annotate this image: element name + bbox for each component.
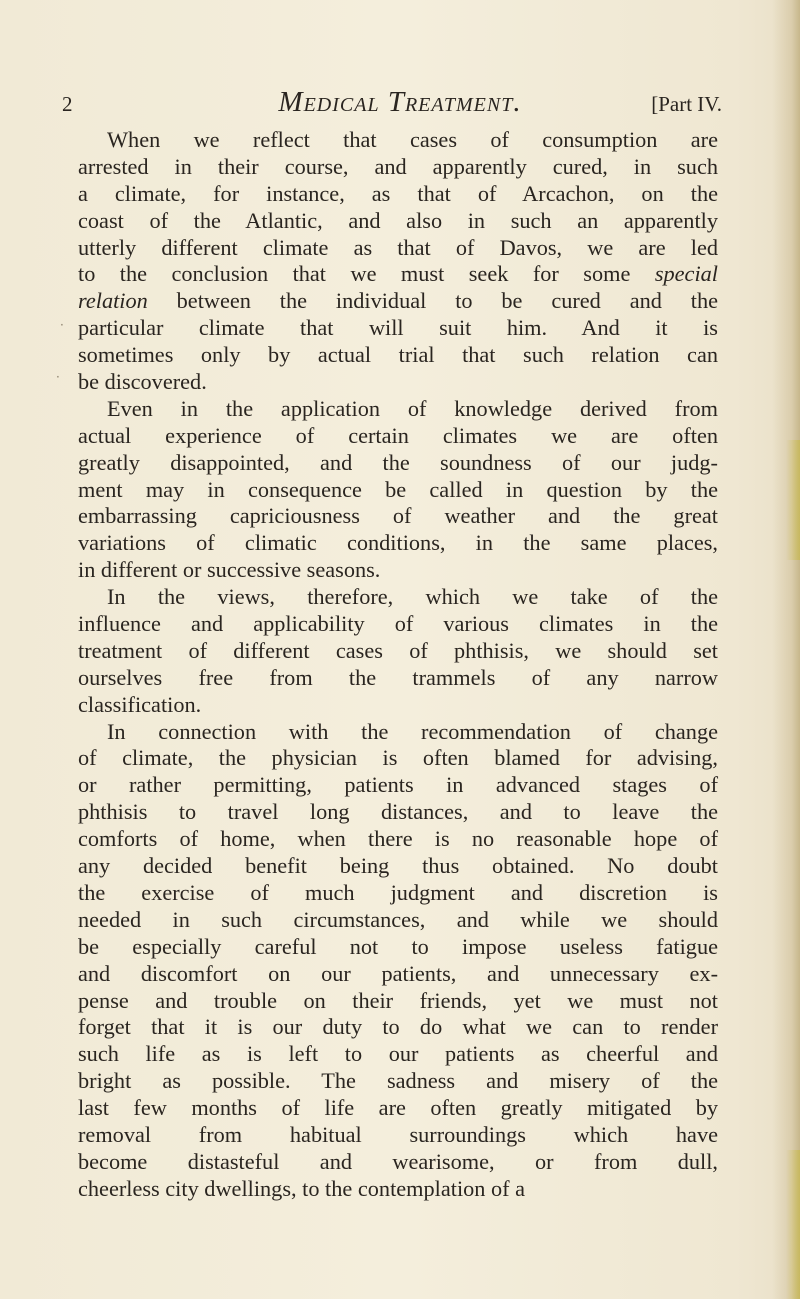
text-line: particular climate that will suit him. And it is [78,315,718,341]
text-line: comforts of home, when there is no reasonable hope of [78,826,718,852]
text-line: treatment of different cases of phthisis, we should set [78,637,718,663]
text-line: actual experience of certain climates we are often [78,422,718,448]
text-line: in different or successive seasons. [78,557,381,583]
text-line: phthisis to travel long distances, and to leave the [78,799,718,825]
text-line: bright as possible. The sadness and misery of the [78,1068,718,1094]
running-title: Medical Treatment. [278,86,522,118]
text-line: influence and applicability of various climates in the [78,611,718,637]
text-line: In the views, therefore, which we take of the [107,584,718,610]
text-line: needed in such circumstances, and while we should [78,906,718,932]
text-line: When we reflect that cases of consumption are [107,127,718,152]
text-line: cheerless city dwellings, to the contemplation of a [78,1175,526,1201]
page-edge-shadow [772,0,800,1299]
text-line: become distasteful and wearisome, or from dull, [78,1148,718,1174]
text-line: Even in the application of knowledge derived from [107,395,718,421]
text-line: to the conclusion that we must seek for some special [78,261,718,287]
margin-mark: · [56,370,60,384]
text-line: such life as is left to our patients as cheerful and [78,1041,718,1067]
page-edge-stain [786,1150,800,1299]
emphasis: relation [78,288,148,314]
text-line: utterly different climate as that of Davos, we are led [78,234,718,260]
part-label: [Part IV. [651,92,722,116]
margin-mark: · [60,318,64,332]
text-line: ourselves free from the trammels of any narrow [78,664,718,690]
text-line: coast of the Atlantic, and also in such an apparently [78,207,718,233]
text-line: classification. [78,691,202,717]
text-line: sometimes only by actual trial that such relation can [78,342,718,368]
text-line: relation between the individual to be cured and the [78,288,718,314]
text-line: pense and trouble on their friends, yet we must not [78,987,718,1013]
page-number: 2 [62,92,73,116]
text-line: greatly disappointed, and the soundness of our judg- [78,449,718,475]
page-header [0,88,800,128]
text-line: last few months of life are often greatly mitigated by [78,1095,718,1121]
body-text [78,127,718,1203]
text-line: embarrassing capriciousness of weather and the great [78,503,718,529]
text-line: In connection with the recommendation of change [107,718,718,744]
text-line: arrested in their course, and apparently cured, in such [78,153,718,179]
text-line: removal from habitual surroundings which have [78,1121,718,1147]
text-line: of climate, the physician is often blamed for advising, [78,745,718,771]
page-edge-stain [786,440,800,560]
emphasis: special [654,261,718,287]
text-line: a climate, for instance, as that of Arcachon, on the [78,180,718,206]
text-line: be discovered. [78,369,207,395]
text-line: the exercise of much judgment and discretion is [78,879,718,905]
text-line: be especially careful not to impose useless fatigue [78,933,718,959]
text-line: and discomfort on our patients, and unnecessary ex- [78,960,718,986]
text-line: variations of climatic conditions, in the same places, [78,530,718,556]
text-line: ment may in consequence be called in question by the [78,476,718,502]
text-line: or rather permitting, patients in advanced stages of [78,772,718,798]
text-line: any decided benefit being thus obtained. No doubt [78,853,718,879]
text-line: forget that it is our duty to do what we can to render [78,1014,718,1040]
